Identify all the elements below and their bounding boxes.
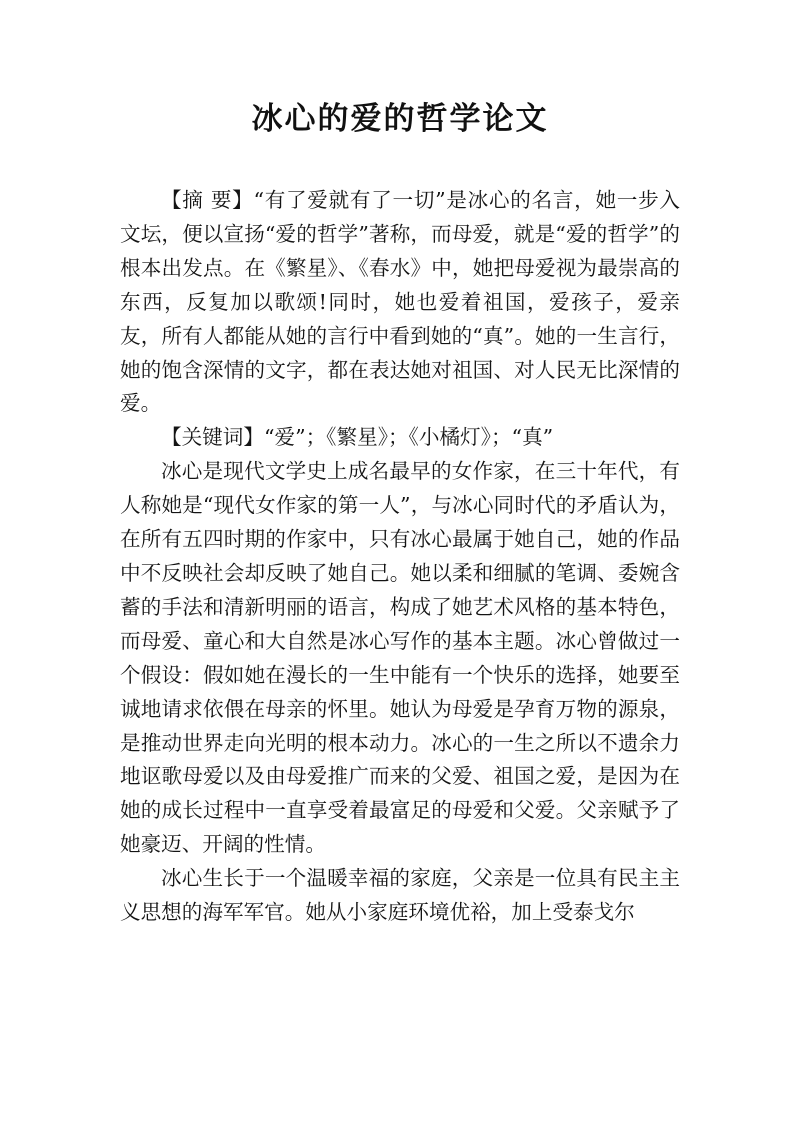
abstract-paragraph: 【摘 要】“有了爱就有了一切”是冰心的名言，她一步入文坛，便以宣扬“爱的哲学”著称，而母爱，就是“爱的哲学”的根本出发点。在《繁星》、《春水》中，她把母爱视为最崇高的东西，反复加以歌颂!同时，她也爱着祖国，爱孩子，爱亲友，所有人都能从她的言行中看到她的“真”。她的一生言行，她的饱含深情的文字，都在表达她对祖国、对人民无比深情的爱。: [120, 188, 680, 416]
document-title: 冰心的爱的哲学论文: [251, 101, 549, 137]
body-paragraph-1: 冰心是现代文学史上成名最早的女作家，在三十年代，有人称她是“现代女作家的第一人”，与冰心同时代的矛盾认为，在所有五四时期的作家中，只有冰心最属于她自己，她的作品中不反映社会却反映了她自己。她以柔和细腻的笔调、委婉含蓄的手法和清新明丽的语言，构成了她艺术风格的基本特色，而母爱、童心和大自然是冰心写作的基本主题。冰心曾做过一个假设：假如她在漫长的一生中能有一个快乐的选择，她要至诚地请求依偎在母亲的怀里。她认为母爱是孕育万物的源泉，是推动世界走向光明的根本动力。冰心的一生之所以不遗余力地讴歌母爱以及由母爱推广而来的父爱、祖国之爱，是因为在她的成长过程中一直享受着最富足的母爱和父爱。父亲赋予了她豪迈、开阔的性情。: [120, 459, 680, 857]
body-paragraph-2: 冰心生长于一个温暖幸福的家庭，父亲是一位具有民主主义思想的海军军官。她从小家庭环境优裕，加上受泰戈尔: [120, 866, 680, 925]
keywords-paragraph: 【关键词】“爱”；《繁星》；《小橘灯》；“真”: [161, 425, 554, 450]
document-body: [120, 184, 680, 930]
